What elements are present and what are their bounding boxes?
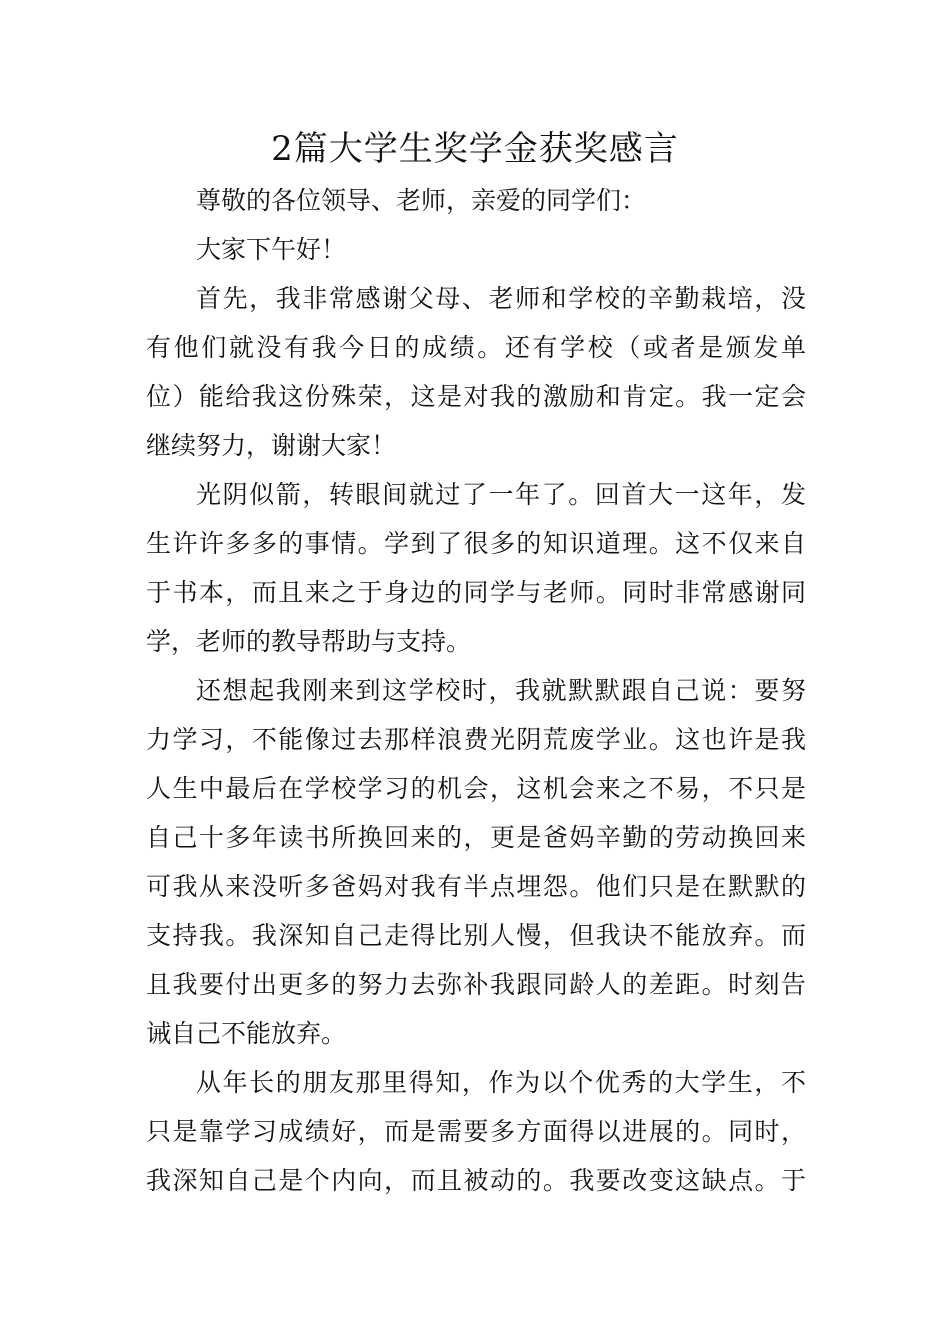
- paragraph-line: 力学习，不能像过去那样浪费光阴荒废学业。这也许是我: [146, 725, 806, 754]
- paragraph-line: 人生中最后在学校学习的机会，这机会来之不易，不只是: [146, 774, 806, 803]
- paragraph-line: 诫自己不能放弃。: [146, 1019, 347, 1048]
- paragraph-line: 只是靠学习成绩好，而是需要多方面得以进展的。同时，: [146, 1117, 806, 1146]
- document-body: [146, 176, 806, 1205]
- paragraph-line: 可我从来没听多爸妈对我有半点埋怨。他们只是在默默的: [146, 872, 806, 901]
- paragraph-line: 还想起我刚来到这学校时，我就默默跟自己说：要努: [196, 676, 806, 705]
- paragraph-line: 继续努力，谢谢大家！: [146, 431, 397, 460]
- paragraph-line: 首先，我非常感谢父母、老师和学校的辛勤栽培，没: [196, 284, 806, 313]
- paragraph-line: 学，老师的教导帮助与支持。: [146, 627, 472, 656]
- paragraph-line: 于书本，而且来之于身边的同学与老师。同时非常感谢同: [146, 578, 806, 607]
- paragraph-line: 有他们就没有我今日的成绩。还有学校（或者是颁发单: [146, 333, 806, 362]
- greeting-line: 大家下午好！: [196, 235, 347, 264]
- paragraph-line: 支持我。我深知自己走得比别人慢，但我诀不能放弃。而: [146, 921, 806, 950]
- paragraph-line: 自己十多年读书所换回来的，更是爸妈辛勤的劳动换回来: [146, 823, 806, 852]
- document-title: 2篇大学生奖学金获奖感言: [271, 129, 679, 169]
- paragraph-line: 光阴似箭，转眼间就过了一年了。回首大一这年，发: [196, 480, 806, 509]
- paragraph-line: 且我要付出更多的努力去弥补我跟同龄人的差距。时刻告: [146, 970, 806, 999]
- paragraph-line: 从年长的朋友那里得知，作为以个优秀的大学生，不: [196, 1068, 806, 1097]
- paragraph-line: 我深知自己是个内向，而且被动的。我要改变这缺点。于: [146, 1166, 806, 1195]
- paragraph-line: 位）能给我这份殊荣，这是对我的激励和肯定。我一定会: [146, 382, 806, 411]
- salutation-line: 尊敬的各位领导、老师，亲爱的同学们：: [196, 186, 647, 215]
- paragraph-line: 生许许多多的事情。学到了很多的知识道理。这不仅来自: [146, 529, 806, 558]
